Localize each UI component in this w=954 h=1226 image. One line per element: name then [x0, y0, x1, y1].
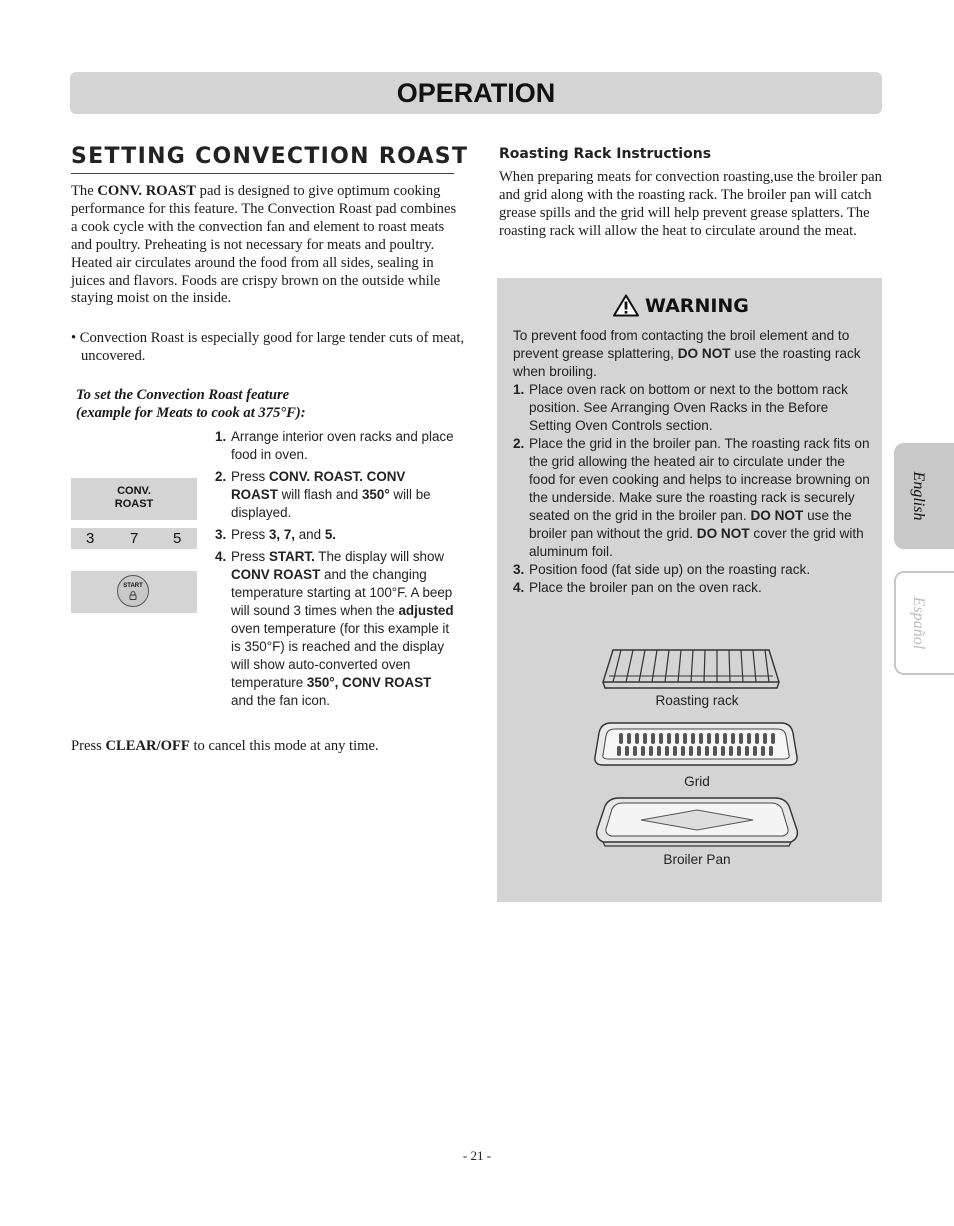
rack-instructions-text: When preparing meats for convection roasting,use the broiler pan and grid along with the roasting rack. The broiler pan will catch grease spills and the grid will help prevent grease splatters. The roasting rack will allow the heat to circulate around the meat.: [499, 169, 882, 239]
section-banner: [70, 72, 882, 114]
warning-title: WARNING: [645, 294, 749, 317]
step-number: 3.: [215, 527, 227, 542]
section-title: SETTING CONVECTION ROAST: [71, 144, 469, 169]
body-text: Press: [231, 549, 269, 564]
digit-5: 5: [173, 530, 182, 547]
procedure-title-line1: To set the Convection Roast feature: [76, 387, 290, 403]
emphasis-text: CONV ROAST: [231, 567, 321, 582]
procedure-title-line2: (example for Meats to cook at 375°F):: [76, 404, 306, 421]
start-label: START: [123, 583, 143, 589]
body-text: Press: [231, 527, 269, 542]
body-text: Position food (fat side up) on the roasting rack.: [529, 562, 811, 577]
step-number: 1.: [215, 429, 227, 444]
grid-illustration: [593, 719, 799, 769]
start-button-illustration: [117, 575, 149, 607]
start-pad: [71, 571, 197, 613]
emphasis-text: 3, 7,: [268, 527, 296, 542]
body-text: oven temperature (for this example it is 350°F) is reached and the display will show auto-converted oven temperature: [231, 621, 450, 690]
step-item: [215, 548, 455, 710]
warning-panel: [497, 278, 882, 902]
roasting-rack-caption: Roasting rack: [655, 693, 739, 708]
broiler-pan-illustration: [595, 796, 799, 848]
warning-triangle-icon: [613, 294, 639, 317]
step-number: 4.: [513, 580, 525, 595]
digit-7: 7: [130, 530, 139, 547]
step-item: [513, 579, 871, 597]
conv-roast-pad-line2: ROAST: [114, 498, 154, 510]
body-text: Place the broiler pan on the oven rack.: [529, 580, 762, 595]
body-text: and: [295, 527, 325, 542]
conv-roast-pad: [71, 478, 197, 520]
bullet-note: • Convection Roast is especially good for large tender cuts of meat, uncovered.: [71, 330, 465, 364]
broiler-pan-caption: Broiler Pan: [663, 852, 731, 867]
step-item: [215, 428, 455, 464]
warning-heading: [613, 294, 749, 317]
section-rule: [71, 173, 454, 174]
body-text: will be displayed.: [231, 487, 431, 520]
step-number: 3.: [513, 562, 525, 577]
emphasis-text: DO NOT: [677, 346, 731, 361]
emphasis-text: CLEAR/OFF: [105, 738, 190, 754]
emphasis-text: 350°, CONV ROAST: [306, 675, 432, 690]
grid-caption: Grid: [684, 774, 710, 789]
body-text: to cancel this mode at any time.: [189, 738, 379, 754]
body-text: use the roasting rack when broiling.: [513, 346, 861, 379]
body-text: and the fan icon.: [231, 693, 331, 708]
body-text: cover the grid with aluminum foil.: [529, 526, 864, 559]
step-number: 1.: [513, 382, 525, 397]
step-number: 4.: [215, 549, 227, 564]
step-item: [513, 381, 871, 435]
body-text: and the changing temperature starting at 100°F. A beep will sound 3 times when the: [231, 567, 453, 618]
cancel-note: [71, 738, 457, 756]
body-text: Press: [231, 469, 269, 484]
intro-paragraph: [71, 183, 457, 308]
lock-icon: [129, 591, 137, 600]
body-text: use the broiler pan without the grid.: [529, 508, 852, 541]
emphasis-text: adjusted: [398, 603, 454, 618]
step-item: [215, 526, 455, 544]
emphasis-text: DO NOT: [750, 508, 804, 523]
tab-espanol-label: Español: [910, 596, 927, 650]
warning-intro: [513, 327, 865, 381]
step-number: 2.: [215, 469, 227, 484]
rack-instructions-title: Roasting Rack Instructions: [499, 146, 712, 162]
body-text: Arrange interior oven racks and place food in oven.: [231, 429, 454, 462]
step-number: 2.: [513, 436, 525, 451]
emphasis-text: START.: [268, 549, 315, 564]
roasting-rack-illustration: [601, 646, 781, 692]
page-number: - 21 -: [462, 1148, 492, 1163]
body-text: will flash and: [277, 487, 362, 502]
body-text: The: [71, 183, 98, 199]
emphasis-text: 350°: [361, 487, 390, 502]
conv-roast-pad-line1: CONV.: [117, 485, 151, 497]
step-item: [513, 435, 871, 561]
body-text: pad is designed to give optimum cooking performance for this feature. The Convection Roast pad combines a cook cycle with the convection fan and element to roast meats and poultry. Preheating is not necessary for meats and poultry. Heated air circulates around the food from all sides, sealing in juices and flavors. Foods are crispy brown on the outside while staying moist on the inside.: [71, 183, 457, 307]
number-pad-strip: [71, 528, 197, 549]
digit-3: 3: [86, 530, 95, 547]
warning-steps: [513, 381, 871, 597]
step-item: [215, 468, 455, 522]
emphasis-text: DO NOT: [696, 526, 750, 541]
body-text: Place the grid in the broiler pan. The roasting rack fits on the grid allowing the heated air to circulate under the food for even cooking and helps to increase browning on the underside. Make sure the roasting rack is securely seated on the grid in the broiler pan.: [529, 436, 870, 523]
procedure-title: [76, 387, 456, 423]
page-title: OPERATION: [396, 78, 556, 108]
tab-english-label: English: [910, 471, 927, 521]
body-text: To prevent food from contacting the broil element and to prevent grease splattering,: [513, 328, 850, 361]
body-text: Place oven rack on bottom or next to the bottom rack position. See Arranging Oven Racks in the Before Setting Oven Controls section.: [529, 382, 848, 433]
procedure-steps: [215, 428, 455, 714]
emphasis-text: CONV. ROAST. CONV ROAST: [231, 469, 406, 502]
emphasis-text: CONV. ROAST: [97, 183, 197, 199]
emphasis-text: 5.: [324, 527, 336, 542]
step-item: [513, 561, 871, 579]
body-text: Press: [71, 738, 106, 754]
body-text: The display will show: [314, 549, 445, 564]
